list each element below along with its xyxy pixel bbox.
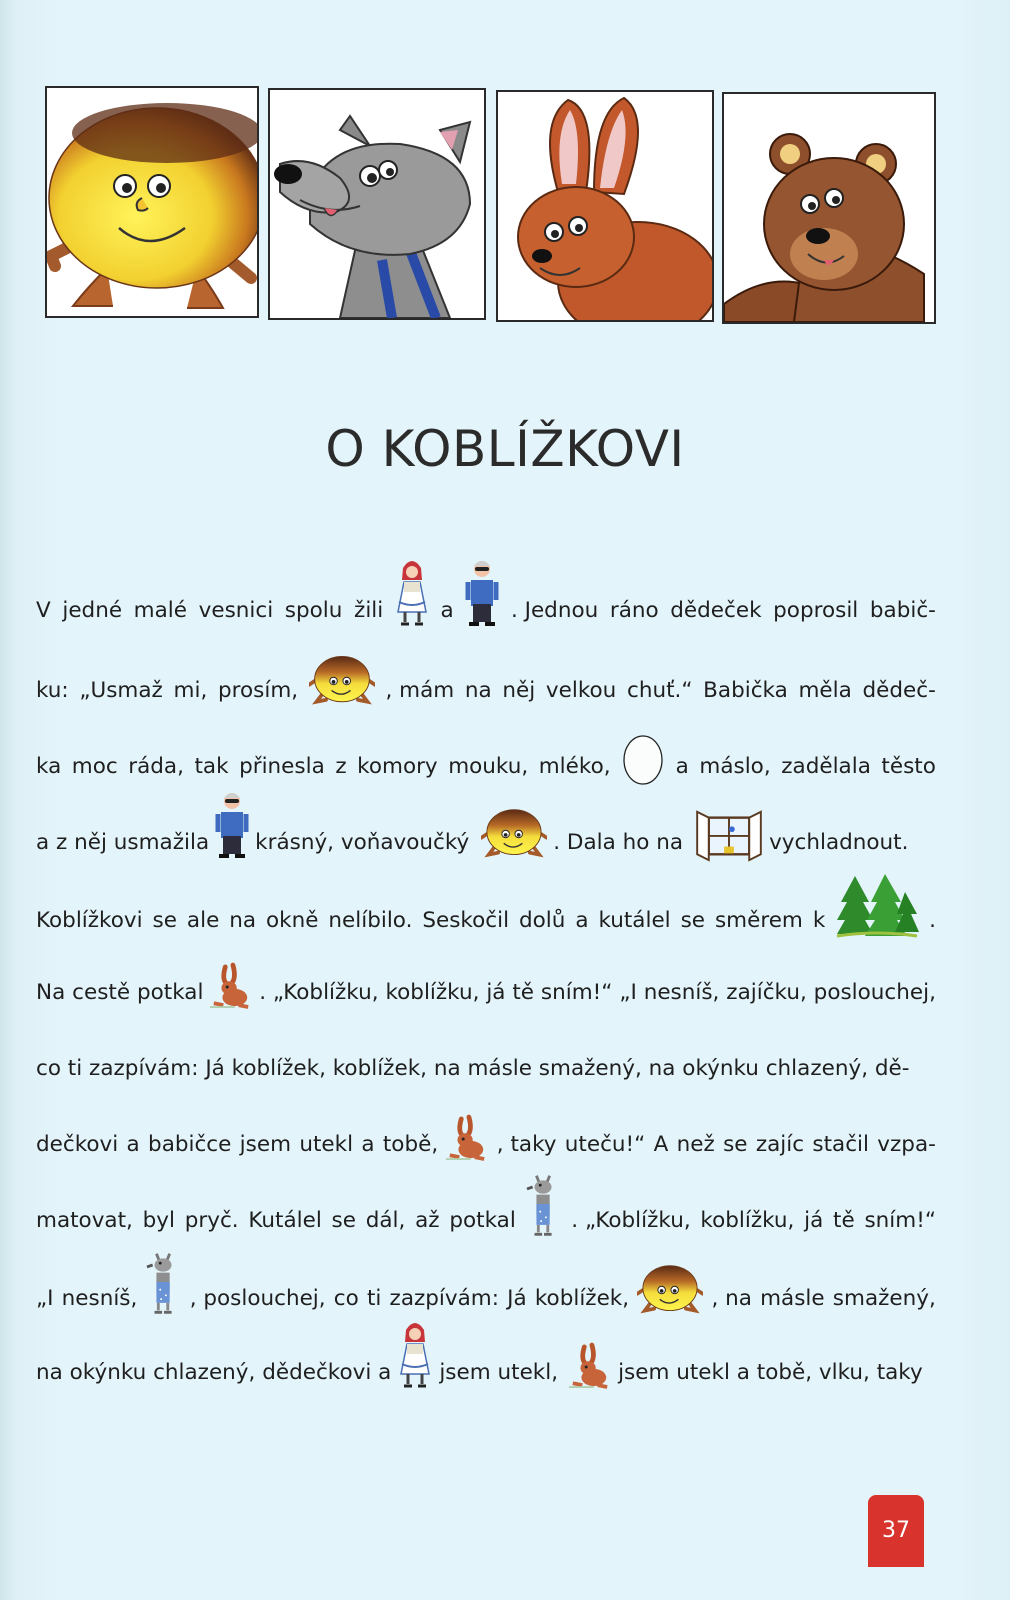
- word: uteču!“: [564, 1132, 646, 1157]
- word: Kutálel: [248, 1208, 322, 1233]
- word: se: [680, 908, 706, 933]
- word: zadělala: [781, 754, 871, 779]
- word: měla: [798, 678, 852, 703]
- word: potkal: [449, 1208, 516, 1233]
- word: moc: [71, 754, 118, 779]
- word: . „Koblížku,: [571, 1208, 691, 1233]
- story-line: [36, 1318, 936, 1392]
- word: sním!“: [864, 1208, 936, 1233]
- word: ka: [36, 754, 62, 779]
- word: babičce: [148, 1132, 232, 1157]
- word: a: [440, 598, 454, 623]
- word: jsem utekl,: [439, 1360, 559, 1385]
- word: zajíc: [755, 1132, 805, 1157]
- word: zajíčku,: [726, 980, 807, 1005]
- word: Babička: [703, 678, 788, 703]
- word: a z něj usmažila: [36, 830, 210, 855]
- word: než: [676, 1132, 715, 1157]
- word: a: [126, 1132, 140, 1157]
- word: , mám: [385, 678, 455, 703]
- word: dolů: [518, 908, 566, 933]
- word: nelíbilo.: [328, 908, 413, 933]
- word: potkal: [136, 980, 204, 1005]
- word: dědeč-: [862, 678, 936, 703]
- story-line: [36, 636, 936, 710]
- word: ráno: [609, 598, 659, 623]
- word: Já: [507, 1286, 527, 1311]
- word: másle: [760, 1286, 825, 1311]
- word: tak: [194, 754, 229, 779]
- word: . Dala ho na: [553, 830, 684, 855]
- story-line: [36, 1014, 936, 1088]
- story-line: [36, 712, 936, 786]
- word: , taky: [496, 1132, 557, 1157]
- story-line: [36, 788, 936, 862]
- word: koblížku,: [700, 1208, 795, 1233]
- word: zazpívám:: [389, 1286, 499, 1311]
- word: Koblížkovi: [36, 908, 143, 933]
- word: jsem utekl a tobě, vlku, taky: [618, 1360, 923, 1385]
- panel-koblizek: [45, 86, 259, 318]
- word: na: [464, 678, 492, 703]
- word: „I: [619, 980, 637, 1005]
- word: „I: [36, 1286, 54, 1311]
- word: se: [331, 1208, 356, 1233]
- koblizek-icon: [637, 1262, 703, 1318]
- story-line: [36, 1166, 936, 1240]
- word: koblížku,: [385, 980, 480, 1005]
- word: se: [152, 908, 177, 933]
- word: dědeček: [670, 598, 762, 623]
- word: dečkovi: [36, 1132, 119, 1157]
- window-icon: [695, 808, 763, 862]
- word: pryč.: [184, 1208, 239, 1233]
- word: až: [415, 1208, 440, 1233]
- word: já: [804, 1208, 824, 1233]
- word: poprosil: [773, 598, 859, 623]
- word: a: [575, 908, 589, 933]
- illustration-strip: [0, 0, 1010, 340]
- word: na: [229, 908, 257, 933]
- word: mléko,: [538, 754, 611, 779]
- forest-icon: [835, 872, 919, 940]
- word: chuť.“: [627, 678, 693, 703]
- grandpa-icon: [465, 558, 499, 630]
- word: .: [929, 908, 936, 933]
- koblizek-icon: [309, 652, 375, 710]
- word: byl: [142, 1208, 175, 1233]
- word: na okýnku chlazený, dědečkovi a: [36, 1360, 392, 1385]
- story-line: [36, 1090, 936, 1164]
- word: ti: [366, 1286, 382, 1311]
- wolf-icon: [526, 1170, 562, 1240]
- word: nesníš,: [61, 1286, 138, 1311]
- word: , poslouchej,: [189, 1286, 326, 1311]
- word: malé: [133, 598, 187, 623]
- word: tě: [512, 980, 535, 1005]
- koblizek-icon: [481, 806, 547, 862]
- word: k: [812, 908, 826, 933]
- grandma-icon: [398, 1320, 432, 1392]
- word: utekl: [299, 1132, 354, 1157]
- grandpa-icon: [215, 790, 249, 862]
- story-line: [36, 938, 936, 1012]
- word: Na: [36, 980, 66, 1005]
- story-line: [36, 556, 936, 630]
- word: něj: [502, 678, 536, 703]
- word: komory: [357, 754, 438, 779]
- word: jsem: [239, 1132, 292, 1157]
- word: ráda,: [128, 754, 184, 779]
- story-line: [36, 1244, 936, 1318]
- word: tobě,: [382, 1132, 439, 1157]
- rabbit-icon: [210, 962, 252, 1012]
- word: žili: [354, 598, 384, 623]
- word: babič-: [869, 598, 936, 623]
- word: velkou: [545, 678, 617, 703]
- word: se: [723, 1132, 748, 1157]
- page-title: O KOBLÍŽKOVI: [325, 420, 685, 478]
- word: . Jednou: [510, 598, 599, 623]
- egg-icon: [621, 730, 665, 786]
- word: těsto: [881, 754, 936, 779]
- word: já: [486, 980, 506, 1005]
- word: co: [333, 1286, 359, 1311]
- word: jedné: [62, 598, 123, 623]
- word: vzpa-: [877, 1132, 936, 1157]
- word: a: [361, 1132, 375, 1157]
- word: okně: [266, 908, 319, 933]
- panel-bear: [722, 92, 936, 324]
- panel-wolf: [268, 88, 486, 320]
- rabbit-icon: [569, 1342, 611, 1392]
- story-line: [36, 866, 936, 940]
- word: vesnici: [198, 598, 274, 623]
- word: Seskočil: [422, 908, 510, 933]
- word: spolu: [284, 598, 343, 623]
- word: nesníš,: [643, 980, 720, 1005]
- grandma-icon: [395, 558, 429, 630]
- story-line-text: co ti zazpívám: Já koblížek, koblížek, na másle smažený, na okýnku chlazený, dě-: [36, 1056, 910, 1081]
- word: . „Koblížku,: [259, 980, 379, 1005]
- page-number-badge: 37: [868, 1495, 924, 1567]
- word: vychladnout.: [769, 830, 909, 855]
- word: „Usmaž: [79, 678, 163, 703]
- word: smažený,: [832, 1286, 936, 1311]
- word: prosím,: [217, 678, 299, 703]
- rabbit-icon: [446, 1114, 488, 1164]
- word: sním!“: [540, 980, 613, 1005]
- word: z: [335, 754, 347, 779]
- word: A: [653, 1132, 669, 1157]
- word: ale: [186, 908, 220, 933]
- word: ku:: [36, 678, 69, 703]
- word: cestě: [72, 980, 131, 1005]
- word: a: [675, 754, 689, 779]
- wolf-icon: [146, 1248, 182, 1318]
- word: mouku,: [448, 754, 529, 779]
- word: koblížek,: [534, 1286, 630, 1311]
- panel-rabbit: [496, 90, 714, 322]
- word: poslouchej,: [813, 980, 936, 1005]
- word: přinesla: [239, 754, 325, 779]
- word: dál,: [365, 1208, 406, 1233]
- word: stačil: [812, 1132, 869, 1157]
- word: matovat,: [36, 1208, 133, 1233]
- word: máslo,: [699, 754, 771, 779]
- word: kutálel: [598, 908, 671, 933]
- word: směrem: [714, 908, 803, 933]
- word: krásný, voňavoučký: [255, 830, 470, 855]
- word: V: [36, 598, 51, 623]
- word: tě: [833, 1208, 855, 1233]
- word: , na: [711, 1286, 752, 1311]
- word: mi,: [173, 678, 208, 703]
